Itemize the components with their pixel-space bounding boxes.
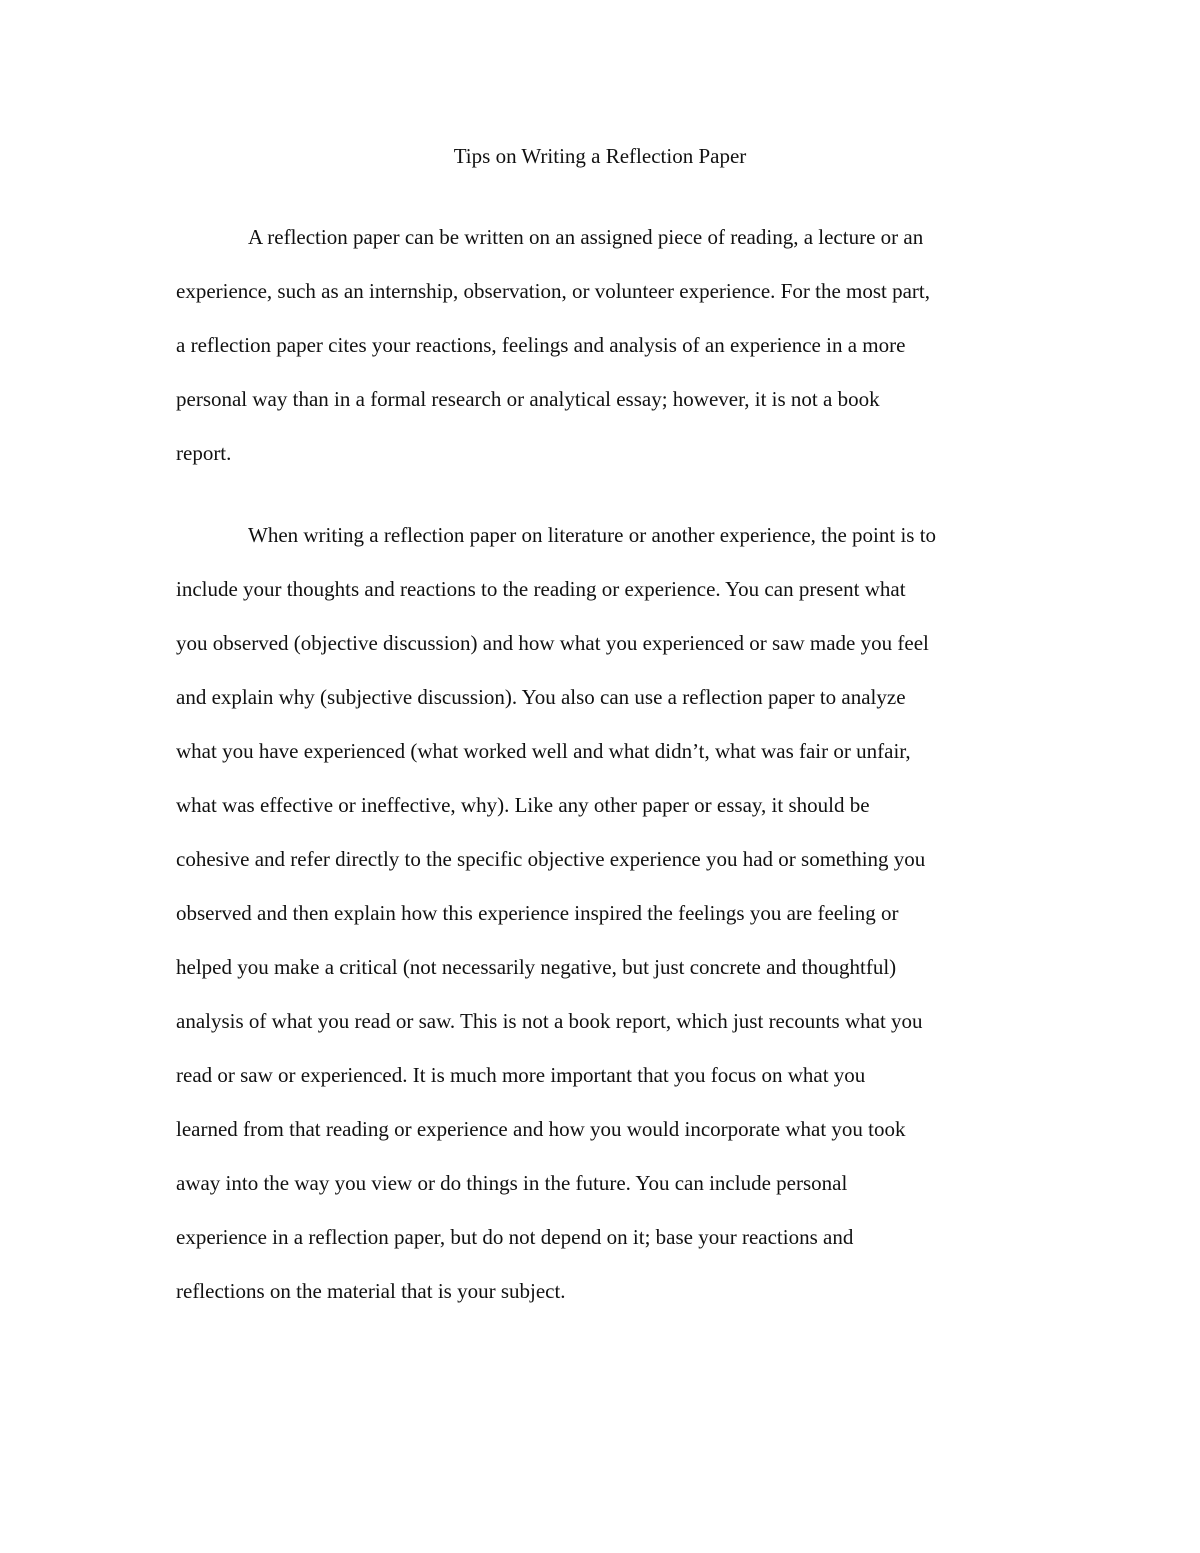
paragraph-line: helped you make a critical (not necessarily negative, but just concrete and thoughtful) (176, 955, 897, 979)
paragraph-line: read or saw or experienced. It is much more important that you focus on what you (176, 1063, 866, 1087)
paragraph-line: personal way than in a formal research or analytical essay; however, it is not a book (176, 387, 880, 411)
paragraph-line: and explain why (subjective discussion). You also can use a reflection paper to analyze (176, 685, 906, 709)
paragraph-line: experience in a reflection paper, but do not depend on it; base your reactions and (176, 1225, 854, 1249)
paragraph-line: what you have experienced (what worked well and what didn’t, what was fair or unfair, (176, 739, 911, 763)
paragraph-line: observed and then explain how this experience inspired the feelings you are feeling or (176, 901, 899, 925)
paragraph-line: report. (176, 441, 232, 465)
paragraph-line: what was effective or ineffective, why). Like any other paper or essay, it should be (176, 793, 870, 817)
paragraph-line: analysis of what you read or saw. This is not a book report, which just recounts what you (176, 1009, 923, 1033)
paragraph-line: a reflection paper cites your reactions, feelings and analysis of an experience in a more (176, 333, 906, 357)
paragraph-line: learned from that reading or experience and how you would incorporate what you took (176, 1117, 906, 1141)
paragraph-line: away into the way you view or do things in the future. You can include personal (176, 1171, 848, 1195)
paragraph-line: you observed (objective discussion) and how what you experienced or saw made you feel (176, 631, 929, 655)
paragraph-line: A reflection paper can be written on an assigned piece of reading, a lecture or an (248, 225, 924, 249)
paragraph-line: reflections on the material that is your subject. (176, 1279, 566, 1303)
paragraph-line: include your thoughts and reactions to the reading or experience. You can present what (176, 577, 906, 601)
document-title: Tips on Writing a Reflection Paper (453, 144, 747, 168)
paragraph-line: cohesive and refer directly to the specific objective experience you had or something you (176, 847, 926, 871)
paragraph-line: experience, such as an internship, observation, or volunteer experience. For the most part, (176, 279, 931, 303)
paragraph-line: When writing a reflection paper on literature or another experience, the point is to (248, 523, 937, 547)
